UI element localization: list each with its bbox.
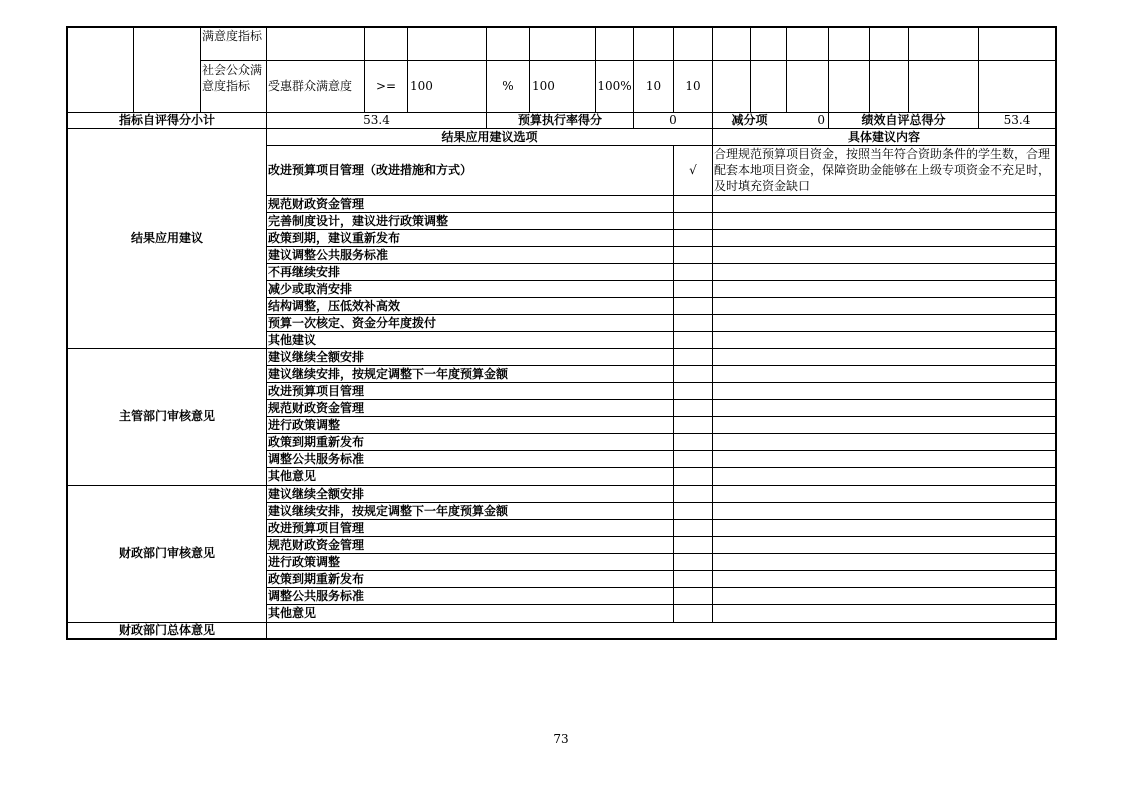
result-advice-text: 合理规范预算项目资金，按照当年符合资助条件的学生数，合理配套本地项目资金，保障资助金能够在上级专项资金不充足时，及时填充资金缺口 (714, 147, 1051, 193)
metric-weight: 10 (645, 79, 662, 93)
dept-option-item: 政策到期重新发布 (268, 435, 365, 449)
result-option-item: 完善制度设计，建议进行政策调整 (268, 214, 449, 228)
result-option-item: 结构调整，压低效补高效 (268, 299, 401, 313)
deduction-value: 0 (817, 113, 825, 127)
dept-option-item: 进行政策调整 (268, 418, 341, 432)
dept-option-item: 调整公共服务标准 (268, 452, 365, 466)
metric-name: 受惠群众满意度 (268, 79, 353, 93)
dept-review-label: 主管部门审核意见 (118, 409, 215, 423)
result-option-item: 其他建议 (268, 333, 317, 347)
deduction-label: 减分项 (731, 113, 768, 127)
finance-review-label: 财政部门审核意见 (118, 546, 215, 560)
finance-option-item: 其他意见 (268, 606, 317, 620)
result-option-item: 减少或取消安排 (268, 282, 353, 296)
dept-option-item: 改进预算项目管理 (268, 384, 365, 398)
dept-option-item: 规范财政资金管理 (268, 401, 365, 415)
overall-opinion-label: 财政部门总体意见 (118, 623, 215, 637)
metric-target: 100 (410, 79, 433, 93)
result-options-header: 结果应用建议选项 (441, 130, 538, 144)
result-section-label: 结果应用建议 (130, 231, 203, 245)
result-advice-header: 具体建议内容 (847, 130, 920, 144)
dept-option-item: 建议继续全额安排 (268, 350, 365, 364)
finance-option-item: 政策到期重新发布 (268, 572, 365, 586)
result-option-item: 规范财政资金管理 (268, 197, 365, 211)
result-option-item: 预算一次核定、资金分年度拨付 (268, 316, 437, 330)
result-option-item: 政策到期，建议重新发布 (268, 231, 401, 245)
finance-option-item: 调整公共服务标准 (268, 589, 365, 603)
total-score-label: 绩效自评总得分 (861, 113, 946, 127)
subtotal-value: 53.4 (363, 113, 390, 127)
subtotal-label: 指标自评得分小计 (118, 113, 215, 127)
indicator-satisfaction-label: 满意度指标 (202, 29, 263, 43)
checkmark-icon: √ (689, 163, 697, 177)
metric-unit: % (502, 79, 514, 93)
result-option-item: 不再继续安排 (268, 265, 341, 279)
finance-option-item: 改进预算项目管理 (268, 521, 365, 535)
budget-execution-value: 0 (669, 113, 677, 127)
finance-option-item: 建议继续安排，按规定调整下一年度预算金额 (268, 504, 509, 518)
indicator-social-label: 社会公众满意度指标 (202, 63, 263, 93)
metric-score: 10 (685, 79, 701, 93)
dept-option-item: 建议继续安排，按规定调整下一年度预算金额 (268, 367, 509, 381)
page-number: 73 (553, 732, 569, 746)
dept-option-item: 其他意见 (268, 469, 317, 483)
metric-operator: >= (375, 79, 397, 93)
metric-rate: 100% (597, 79, 632, 93)
result-option-item: 改进预算项目管理（改进措施和方式） (268, 163, 473, 177)
metric-actual: 100 (532, 79, 555, 93)
finance-option-item: 规范财政资金管理 (268, 538, 365, 552)
finance-option-item: 建议继续全额安排 (268, 487, 365, 501)
result-option-item: 建议调整公共服务标准 (268, 248, 389, 262)
total-score-value: 53.4 (1003, 113, 1031, 127)
finance-option-item: 进行政策调整 (268, 555, 341, 569)
budget-execution-label: 预算执行率得分 (517, 113, 602, 127)
